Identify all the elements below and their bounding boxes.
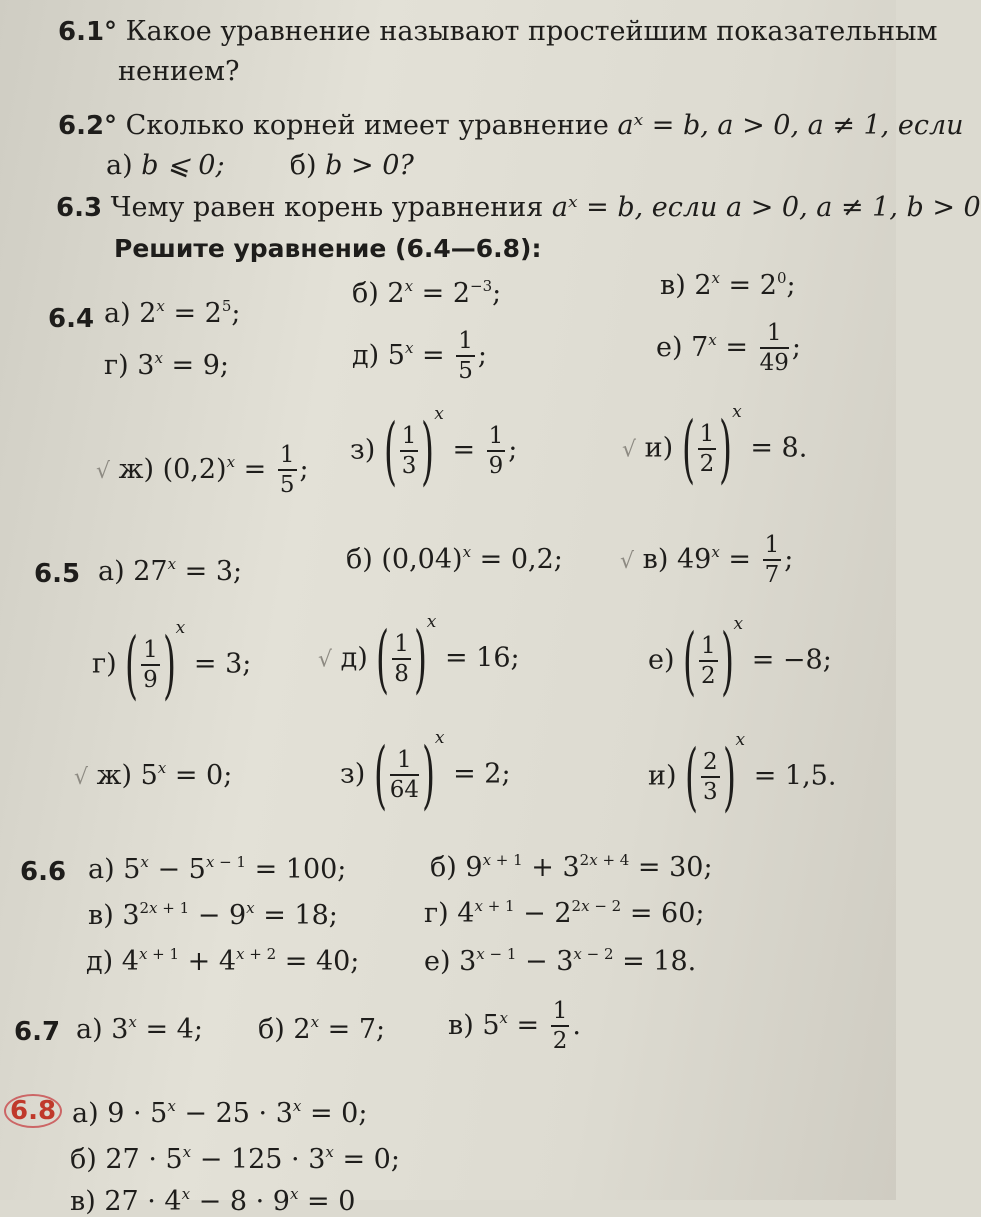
problem-6-5: 6.5	[34, 559, 81, 589]
eq-6-5-zh: √ ж) 5$^x$ = 0;	[74, 759, 233, 791]
equation: aˣ = b, a > 0, a ≠ 1, если	[617, 110, 964, 141]
eq-6-5-b: б) $(0,04)^x = 0,2$;	[346, 543, 563, 575]
condition: b ⩽ 0;	[141, 150, 225, 181]
eq-6-4-a: а) $2^x = 2^5$;	[104, 297, 241, 329]
eq-6-4-zh: √ ж) $(0,2)^x$ = $\frac{1}{5}$ ;	[96, 442, 309, 498]
eq-6-4-g: г) 3$^x$ = 9;	[104, 349, 229, 381]
eq-6-4-b: б) $2^x = 2^{-3}$;	[352, 277, 502, 309]
problem-6-4	[48, 305, 94, 332]
option-label: б)	[289, 150, 317, 181]
eq-6-5-e: е) ( $\frac{1}{2}$ )x = −8;	[648, 614, 832, 704]
problem-6-1-line2	[118, 58, 239, 85]
eq-6-5-a: а) 27$^x$ = 3;	[98, 555, 243, 587]
problem-text: Какое уравнение называют простейшим показательным	[125, 16, 938, 47]
problem-6-6: 6.6	[20, 857, 67, 887]
eq-6-5-v: √ в) $49^x$ = $\frac{1}{7}$ ;	[620, 532, 794, 588]
eq-6-8-a: а) $9 \cdot 5^x - 25 \cdot 3^x = 0$;	[72, 1097, 368, 1129]
eq-6-4-z: з) ( $\frac{1}{3}$ )x = $\frac{1}{9}$ ;	[350, 404, 518, 494]
eq-6-6-v: в) $3^{2x + 1} - 9^x = 18$;	[88, 899, 338, 931]
problem-6-1	[58, 18, 938, 45]
problem-number: 6.4	[48, 304, 95, 334]
option-label: а)	[106, 150, 133, 181]
instruction-heading: Решите уравнение (6.4—6.8):	[114, 234, 542, 263]
eq-6-8-b: б) $27 \cdot 5^x - 125 \cdot 3^x = 0$;	[70, 1143, 400, 1175]
eq-6-5-d: √ д) ( $\frac{1}{8}$ )x = 16;	[318, 612, 520, 702]
eq-6-7-b: б) 2$^x$ = 7;	[258, 1013, 386, 1045]
problem-6-3	[56, 194, 981, 221]
condition: b > 0?	[325, 150, 414, 181]
eq-6-7-v: в) $5^x$ = $\frac{1}{2}$ .	[448, 998, 581, 1054]
eq-6-4-e: е) 7$^x$ = $\frac{1}{49}$ ;	[656, 320, 801, 376]
eq-6-4-i: √ и) ( $\frac{1}{2}$ )x = 8.	[622, 402, 808, 492]
problem-text: Сколько корней имеет уравнение	[125, 110, 609, 141]
equation: aˣ = b, если a > 0, a ≠ 1, b > 0	[551, 192, 981, 223]
problem-text: нением?	[118, 56, 240, 87]
eq-6-4-d: д) 5$^x$ = $\frac{1}{5}$ ;	[352, 328, 487, 384]
eq-6-5-z: з) ( $\frac{1}{64}$ )x = 2;	[340, 728, 511, 818]
problem-number: 6.2°	[58, 111, 118, 141]
eq-6-6-b: б) $9^{x + 1} + 3^{2x + 4} = 30$;	[430, 851, 713, 883]
eq-6-4-v: в) $2^x = 2^0$;	[660, 269, 796, 301]
eq-6-6-e: е) $3^{x - 1} - 3^{x - 2} = 18$.	[424, 945, 697, 977]
eq-6-7-a: а) 3$^x$ = 4;	[76, 1013, 203, 1045]
eq-6-6-g: г) $4^{x + 1} - 2^{2x - 2} = 60$;	[424, 897, 705, 929]
problem-6-2-options	[106, 152, 414, 179]
problem-text: Чему равен корень уравнения	[110, 192, 544, 223]
problem-6-8: 6.8	[4, 1094, 62, 1128]
problem-6-7: 6.7	[14, 1017, 61, 1047]
eq-6-6-d: д) $4^{x + 1} + 4^{x + 2} = 40$;	[86, 945, 360, 977]
eq-6-8-v: в) $27 \cdot 4^x - 8 \cdot 9^x = 0$	[70, 1185, 356, 1217]
eq-6-5-i: и) ( $\frac{2}{3}$ )x = 1,5.	[648, 730, 837, 820]
problem-6-2	[58, 112, 964, 139]
problem-number: 6.1°	[58, 17, 118, 47]
eq-6-6-a: а) $5^x - 5^{x - 1} = 100$;	[88, 853, 347, 885]
eq-6-5-g: г) ( $\frac{1}{9}$ )x = 3;	[92, 618, 252, 708]
problem-number: 6.3	[56, 193, 103, 223]
